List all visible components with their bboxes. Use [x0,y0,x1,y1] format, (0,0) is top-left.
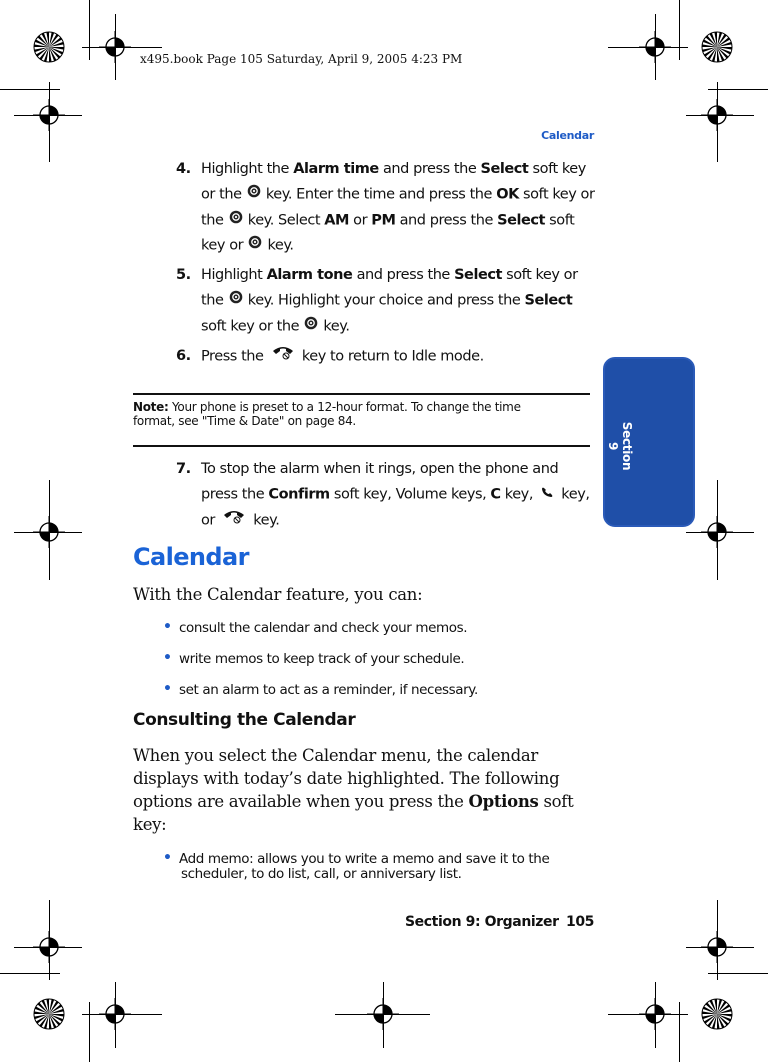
starburst-mark-icon [33,31,65,63]
step-line [201,457,596,482]
crosshair-mark-icon [701,99,733,131]
crop-line [0,89,60,90]
text-run: key or [201,237,248,254]
ok-key-icon [248,233,262,258]
starburst-mark-icon [33,998,65,1030]
crosshair-mark-icon [639,31,671,63]
paragraph-line [133,813,593,836]
text-run: soft key or [501,267,578,283]
calendar-intro: With the Calendar feature, you can: [133,585,423,604]
crosshair-mark-icon [701,931,733,963]
crosshair-mark-icon [367,998,399,1030]
text-run: Highlight the [201,161,294,177]
bold-term: C [490,486,501,503]
print-header: x495.book Page 105 Saturday, April 9, 2005 4:23 PM [140,52,463,66]
ok-key-icon [304,314,318,339]
bold-term: Select [497,212,546,228]
bold-term: Select [480,161,529,177]
bullet-icon: • [163,619,172,635]
end-key-icon [222,508,246,533]
step-number: 6. [176,348,191,364]
note-bottom-rule [133,445,590,447]
paragraph-line [133,790,593,813]
step-line [201,263,596,288]
step-number: 7. [176,461,191,477]
text-run: or [201,512,220,528]
text-run: key. Highlight your choice and press the [243,292,525,309]
note-text-line2: format, see "Time & Date" on page 84. [133,414,356,428]
subsection-heading: Consulting the Calendar [133,710,356,730]
text-run: and press the [352,267,455,283]
text-run: soft [545,212,575,228]
crosshair-mark-icon [33,931,65,963]
starburst-mark-icon [701,998,733,1030]
bullet-icon: • [163,650,172,666]
section-tab-label: Section 9 [606,421,634,471]
section-heading: Calendar [133,543,249,571]
bold-term: Confirm [268,486,330,503]
step-line [201,208,596,234]
ok-key-icon [229,288,243,313]
note-text-line1: Your phone is preset to a 12-hour format. To change the time [168,400,521,414]
step-text [201,157,596,259]
send-key-icon [540,482,554,507]
ok-key-icon [247,182,261,207]
paragraph-line [133,744,593,767]
text-run: key: [133,815,167,834]
list-item: • write memos to keep track of your schedule. [163,650,465,667]
consulting-paragraph [133,744,593,836]
text-run: displays with today’s date highlighted. The following [133,769,560,788]
text-run: or the [201,186,246,203]
page-number: 105 [566,914,595,930]
bold-term: Select [454,267,502,283]
step-line [201,508,596,534]
list-item: • consult the calendar and check your memos. [163,619,468,636]
bold-term: Alarm tone [266,267,353,283]
text-run: key. [319,318,350,334]
bold-term: PM [371,212,396,228]
note-top-rule [133,393,590,395]
text-run: soft key or the [201,318,304,334]
bold-term: AM [324,212,350,228]
text-run: or [349,212,372,228]
step-line [201,288,596,314]
step-text [201,457,596,533]
text-run: key. [249,512,280,528]
text-run: To stop the alarm when it rings, open the phone and [201,461,559,477]
step-line [201,482,596,508]
text-run: and press the [395,212,498,228]
step-text [201,344,596,370]
step-text [201,263,596,339]
bold-term: Options [468,792,539,811]
text-run: key, [500,486,538,503]
note-box [133,400,583,428]
step-line [201,233,596,259]
text-run: When you select the Calendar menu, the calendar [133,746,539,765]
text-run: Highlight [201,267,267,283]
text-run: the [201,212,228,228]
bold-term: Select [524,292,573,309]
step-line [201,182,596,208]
crop-line [679,0,680,60]
crop-line [89,1002,90,1062]
crosshair-mark-icon [639,998,671,1030]
crosshair-mark-icon [33,99,65,131]
text-run: soft key or [518,186,595,203]
text-run: key, [557,486,590,503]
step-item [176,157,596,259]
text-run: key. Select [243,212,325,228]
step-line [201,157,596,182]
crop-line [679,1002,680,1062]
note-label: Note: [133,400,169,414]
crosshair-mark-icon [33,516,65,548]
crop-line [0,973,60,974]
list-item: • Add memo: allows you to write a memo and save it to the scheduler, to do list, call, or anniversary list. [163,850,550,882]
crosshair-mark-icon [99,998,131,1030]
crosshair-mark-icon [99,31,131,63]
text-run: press the [201,486,269,503]
running-title: Calendar [541,129,594,142]
text-run: key. [263,237,294,254]
paragraph-line [133,767,593,790]
text-run: key. Enter the time and press the [261,186,497,203]
text-run: key to return to Idle mode. [297,348,484,365]
step-item [176,457,596,533]
step-number: 4. [176,161,191,177]
text-run: soft [538,792,574,811]
footer-section: Section 9: Organizer [405,914,559,930]
step-number: 5. [176,267,191,283]
step-item [176,344,596,370]
end-key-icon [271,344,295,369]
text-run: soft key, Volume keys, [329,486,491,503]
crop-line [89,0,90,60]
list-item: • set an alarm to act as a reminder, if necessary. [163,681,478,698]
bullet-icon: • [163,681,172,697]
bullet-icon: • [163,850,172,866]
step-item [176,263,596,339]
text-run: options are available when you press the [133,792,469,811]
text-run: the [201,292,228,309]
step-line [201,314,596,340]
starburst-mark-icon [701,31,733,63]
bold-term: OK [496,186,519,203]
text-run: and press the [378,161,481,177]
text-run: Press the [201,348,268,365]
step-line [201,344,596,370]
text-run: soft key [528,161,586,177]
bold-term: Alarm time [293,161,379,177]
ok-key-icon [229,208,243,233]
crosshair-mark-icon [701,516,733,548]
